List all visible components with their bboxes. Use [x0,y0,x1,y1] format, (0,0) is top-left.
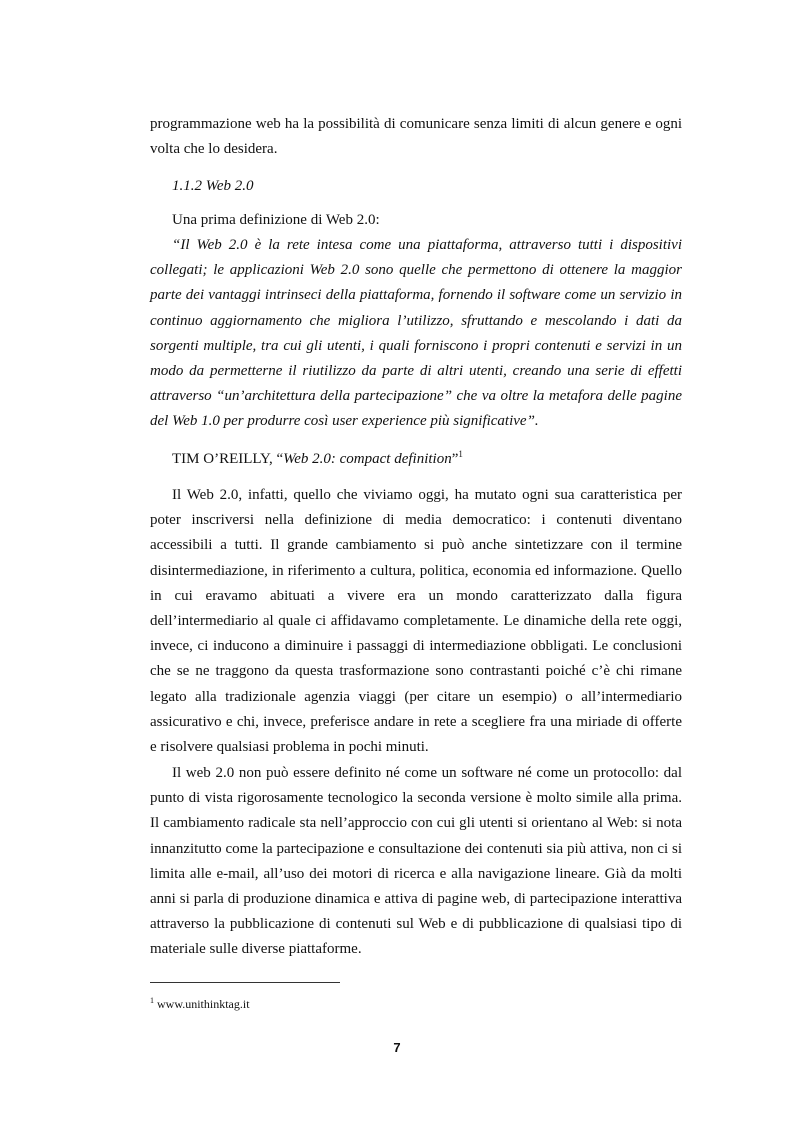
body-paragraph-disintermediation: Il Web 2.0, infatti, quello che viviamo oggi, ha mutato ogni sua caratteristica per poter inscriversi nella definizione di media democratico: i contenuti diventano accessibili a tutti. Il grande cambiamento si può anche sintetizzare con il termine disintermediazione, in riferimento a cultura, politica, economia ed informazione. Quello in cui eravamo abituati a vivere era un mondo caratterizzato dalla figura dell’intermediario al quale ci affidavamo completamente. Le dinamiche della rete oggi, invece, ci inducono a diminuire i passaggi di intermediazione obbligati. Le conclusioni che se ne traggono da questa trasformazione sono contrastanti poiché c’è chi rimane legato alla tradizionale agenzia viaggi (per citare un esempio) o all’intermediario assicurativo e chi, invece, preferisce andare in rete a scegliere fra una miriade di offerte e risolvere qualsiasi problema in pochi minuti. [150,487,682,756]
page-number: 7 [393,1040,401,1055]
attribution-author: TIM O’REILLY, “ [172,451,284,467]
attribution-close: ” [451,451,459,467]
footnote-divider [150,982,340,983]
footnote-link[interactable]: www.unithinktag.it [154,997,250,1011]
attribution-title: Web 2.0: compact definition [283,451,452,467]
body-paragraph-web2-definition: Il web 2.0 non può essere definito né come un software né come un protocollo: dal punto di vista rigorosamente tecnologico la seconda versione è molto simile alla prima. Il cambiamento radicale sta nell’approccio con cui gli utenti si orientano al Web: si nota innanzitutto come la partecipazione e consultazione dei contenuti sia più attiva, non ci si limita alle e-mail, all’uso dei motori di ricerca e alla navigazione lineare. Già da molti anni si parla di produzione dinamica e attiva di pagine web, di partecipazione interattiva attraverso la pubblicazione di contenuti sul Web e di pubblicazione di qualsiasi tipo di materiale sulle diverse piattaforme. [150,765,682,958]
footnote-marker: 1 [150,996,154,1005]
quote-attribution [150,447,682,472]
continued-paragraph: programmazione web ha la possibilità di comunicare senza limiti di alcun genere e ogni volta che lo desidera. [150,116,682,158]
definition-intro: Una prima definizione di Web 2.0: [172,212,380,228]
footnote [150,993,682,1012]
section-heading: 1.1.2 Web 2.0 [172,178,254,194]
definition-quote: “Il Web 2.0 è la rete intesa come una piattaforma, attraverso tutti i dispositivi collegati; le applicazioni Web 2.0 sono quelle che permettono di ottenere la maggior parte dei vantaggi intrinseci della piattaforma, fornendo il software come un servizio in continuo aggiornamento che migliora l’utilizzo, sfruttando e mescolando i dati da sorgenti multiple, tra cui gli utenti, i quali forniscono i propri contenuti e servizi in un modo da permetterne il riutilizzo da parte di altri utenti, creando una serie di effetti attraverso “un’architettura della partecipazione” che va oltre la metafora delle pagine del Web 1.0 per produrre così user experience più significative”. [150,237,682,430]
footnote-reference[interactable]: 1 [458,449,463,459]
